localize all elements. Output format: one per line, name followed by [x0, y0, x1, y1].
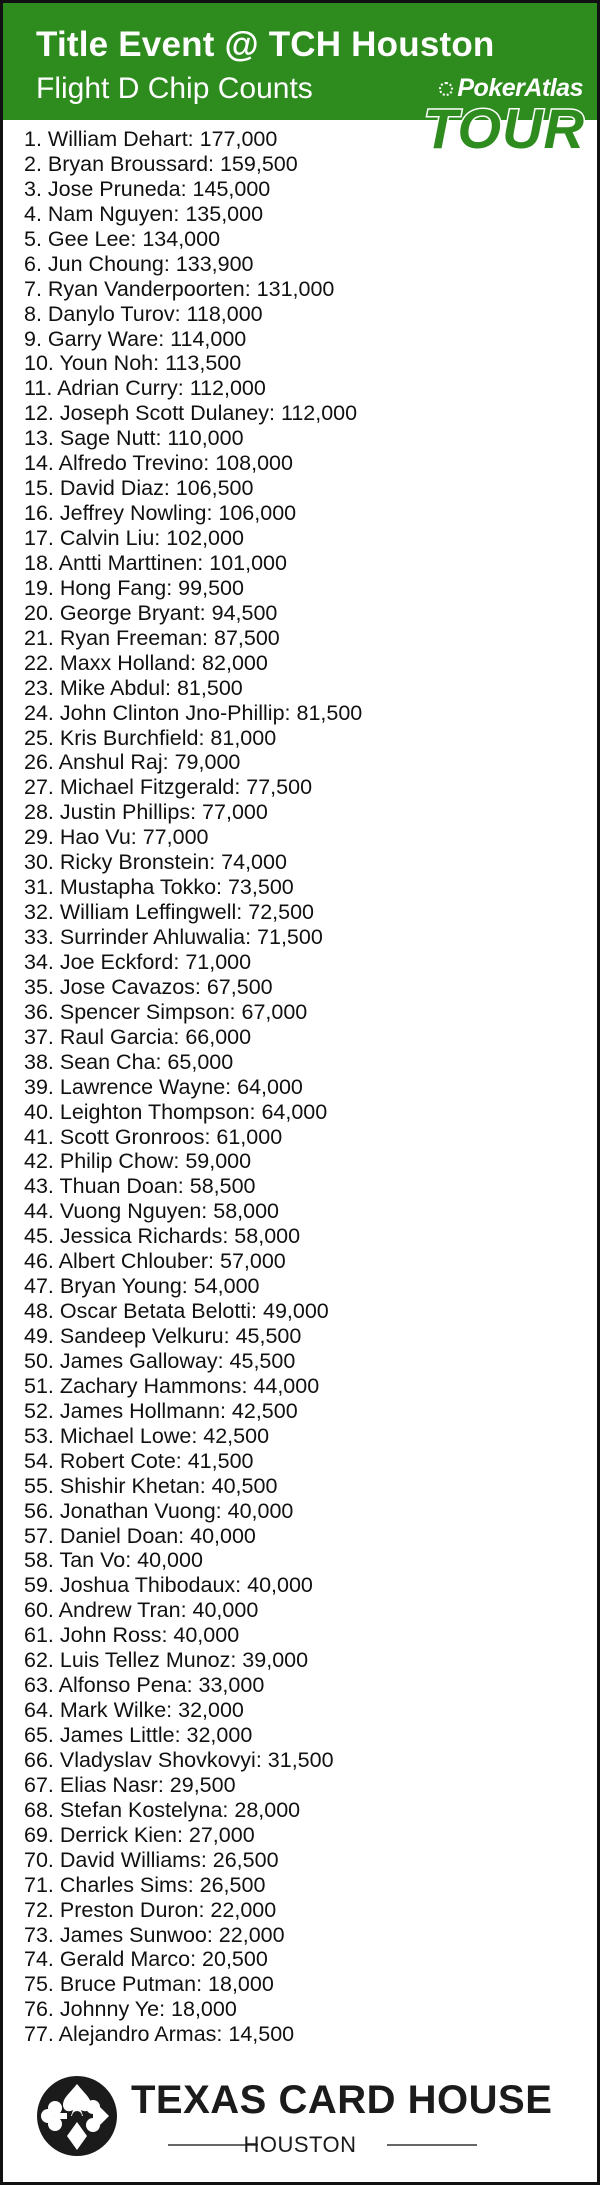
chip-count-list	[24, 127, 362, 2047]
tour-wordmark: TOUR	[423, 97, 585, 160]
list-item: 77. Alejandro Armas: 14,500	[24, 2022, 295, 2047]
list-item: 53. Michael Lowe: 42,500	[24, 1423, 270, 1448]
list-item: 36. Spencer Simpson: 67,000	[24, 999, 308, 1024]
city-label: HOUSTON	[243, 2132, 357, 2157]
list-item: 31. Mustapha Tokko: 73,500	[24, 875, 294, 900]
list-item: 59. Joshua Thibodaux: 40,000	[24, 1573, 313, 1598]
list-item: 75. Bruce Putman: 18,000	[24, 1972, 274, 1997]
poker-chip-icon	[439, 82, 453, 96]
texas-card-house-name: TEXAS CARD HOUSE	[131, 2078, 553, 2122]
list-item: 18. Antti Marttinen: 101,000	[24, 550, 287, 575]
list-item: 13. Sage Nutt: 110,000	[24, 426, 244, 451]
list-item: 54. Robert Cote: 41,500	[24, 1448, 254, 1473]
list-item: 49. Sandeep Velkuru: 45,500	[24, 1324, 302, 1348]
list-item: 4. Nam Nguyen: 135,000	[24, 201, 264, 226]
list-item: 29. Hao Vu: 77,000	[24, 825, 209, 850]
list-item: 38. Sean Cha: 65,000	[24, 1049, 234, 1074]
list-item: 55. Shishir Khetan: 40,500	[24, 1473, 278, 1498]
list-item: 40. Leighton Thompson: 64,000	[24, 1099, 328, 1124]
list-item: 23. Mike Abdul: 81,500	[24, 675, 243, 700]
list-item: 19. Hong Fang: 99,500	[24, 575, 244, 600]
list-item: 62. Luis Tellez Munoz: 39,000	[24, 1648, 309, 1673]
list-item: 45. Jessica Richards: 58,000	[24, 1224, 301, 1249]
list-item: 33. Surrinder Ahluwalia: 71,500	[24, 925, 323, 949]
list-item: 35. Jose Cavazos: 67,500	[24, 974, 273, 999]
list-item: 6. Jun Choung: 133,900	[24, 251, 254, 276]
event-title: Title Event @ TCH Houston	[36, 25, 495, 64]
list-item: 63. Alfonso Pena: 33,000	[24, 1673, 265, 1698]
list-item: 68. Stefan Kostelyna: 28,000	[24, 1797, 301, 1822]
list-item: 21. Ryan Freeman: 87,500	[24, 625, 280, 650]
list-item: 69. Derrick Kien: 27,000	[24, 1822, 255, 1847]
list-item: 7. Ryan Vanderpoorten: 131,000	[24, 276, 335, 301]
list-item: 72. Preston Duron: 22,000	[24, 1897, 277, 1922]
list-item: 76. Johnny Ye: 18,000	[24, 1997, 237, 2022]
list-item: 42. Philip Chow: 59,000	[24, 1149, 252, 1174]
list-item: 32. William Leffingwell: 72,500	[24, 900, 315, 925]
list-item: 74. Gerald Marco: 20,500	[24, 1947, 268, 1972]
list-item: 46. Albert Chlouber: 57,000	[24, 1249, 286, 1274]
list-item: 50. James Galloway: 45,500	[24, 1348, 296, 1373]
pokeratlas-text: PokerAtlas	[457, 74, 583, 102]
list-item: 34. Joe Eckford: 71,000	[24, 949, 252, 974]
list-item: 41. Scott Gronroos: 61,000	[24, 1124, 283, 1149]
list-item: 47. Bryan Young: 54,000	[24, 1274, 260, 1299]
list-item: 27. Michael Fitzgerald: 77,500	[24, 775, 313, 800]
list-item: 56. Jonathan Vuong: 40,000	[24, 1498, 294, 1523]
list-item: 25. Kris Burchfield: 81,000	[24, 725, 277, 750]
list-item: 5. Gee Lee: 134,000	[24, 226, 221, 251]
list-item: 64. Mark Wilke: 32,000	[24, 1698, 244, 1723]
list-item: 58. Tan Vo: 40,000	[24, 1548, 203, 1573]
list-item: 52. James Hollmann: 42,500	[24, 1398, 298, 1423]
list-item: 10. Youn Noh: 113,500	[24, 351, 242, 376]
list-item: 1. William Dehart: 177,000	[24, 127, 278, 151]
list-item: 24. John Clinton Jno-Phillip: 81,500	[24, 700, 363, 725]
list-item: 71. Charles Sims: 26,500	[24, 1872, 266, 1897]
footer	[3, 2060, 597, 2182]
list-item: 28. Justin Phillips: 77,000	[24, 800, 268, 825]
list-item: 2. Bryan Broussard: 159,500	[24, 151, 298, 176]
list-item: 26. Anshul Raj: 79,000	[24, 750, 241, 775]
list-item: 73. James Sunwoo: 22,000	[24, 1922, 285, 1947]
list-item: 17. Calvin Liu: 102,000	[24, 526, 244, 550]
list-item: 11. Adrian Curry: 112,000	[24, 376, 266, 401]
list-item: 44. Vuong Nguyen: 58,000	[24, 1199, 280, 1224]
pokeratlas-tour-logo	[413, 74, 585, 158]
list-item: 37. Raul Garcia: 66,000	[24, 1024, 252, 1049]
list-item: 67. Elias Nasr: 29,500	[24, 1772, 236, 1797]
list-item: 15. David Diaz: 106,500	[24, 476, 254, 501]
list-item: 39. Lawrence Wayne: 64,000	[24, 1074, 303, 1099]
list-item: 3. Jose Pruneda: 145,000	[24, 176, 271, 201]
list-item: 43. Thuan Doan: 58,500	[24, 1174, 256, 1199]
list-item: 12. Joseph Scott Dulaney: 112,000	[24, 401, 358, 426]
list-item: 22. Maxx Holland: 82,000	[24, 650, 268, 675]
list-item: 30. Ricky Bronstein: 74,000	[24, 850, 287, 875]
list-item: 66. Vladyslav Shovkovyi: 31,500	[24, 1747, 334, 1772]
list-item: 61. John Ross: 40,000	[24, 1623, 240, 1648]
list-item: 14. Alfredo Trevino: 108,000	[24, 451, 293, 476]
list-item: 9. Garry Ware: 114,000	[24, 326, 247, 351]
list-item: 65. James Little: 32,000	[24, 1723, 253, 1747]
event-subtitle: Flight D Chip Counts	[36, 72, 313, 105]
list-item: 20. George Bryant: 94,500	[24, 600, 278, 625]
list-item: 8. Danylo Turov: 118,000	[24, 301, 263, 326]
list-item: 70. David Williams: 26,500	[24, 1847, 279, 1872]
list-item: 48. Oscar Betata Belotti: 49,000	[24, 1299, 329, 1324]
list-item: 57. Daniel Doan: 40,000	[24, 1523, 256, 1548]
list-item: 51. Zachary Hammons: 44,000	[24, 1373, 320, 1398]
list-item: 16. Jeffrey Nowling: 106,000	[24, 501, 297, 526]
list-item: 60. Andrew Tran: 40,000	[24, 1598, 259, 1623]
